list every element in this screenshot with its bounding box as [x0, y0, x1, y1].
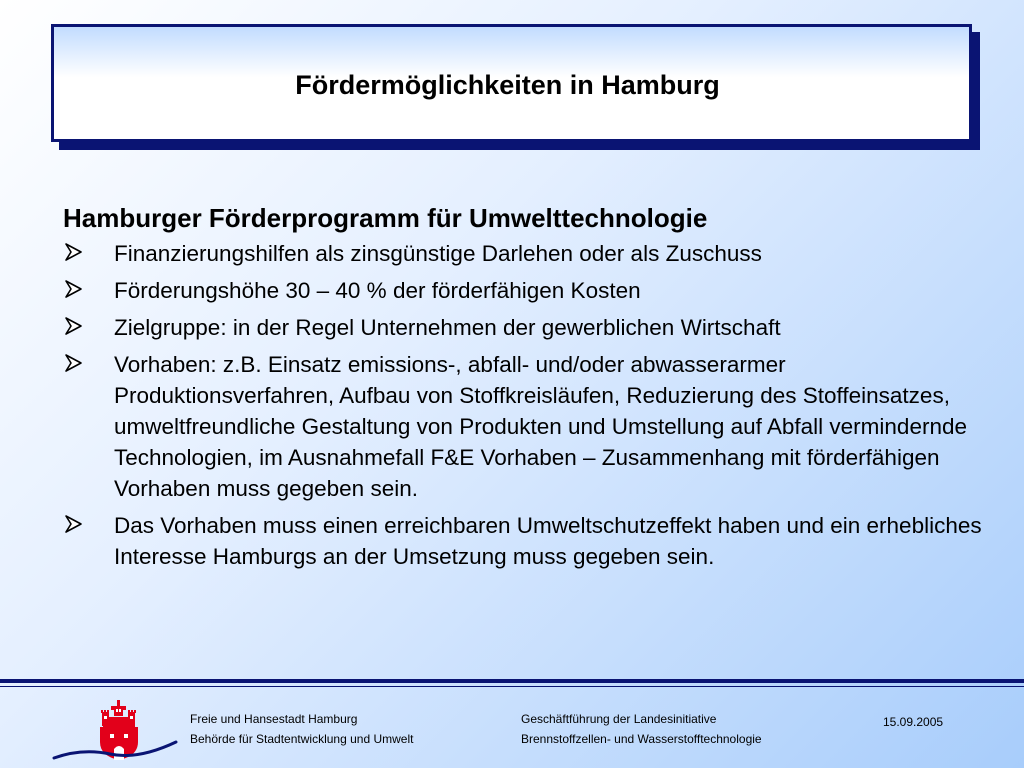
- title-box: [51, 24, 972, 142]
- slide-title: Fördermöglichkeiten in Hamburg: [295, 69, 720, 100]
- section-heading: Hamburger Förderprogramm für Umwelttechnologie: [63, 203, 708, 233]
- bullet-text: Vorhaben: z.B. Einsatz emissions-, abfall- und/oder abwasserarmer Produktionsverfahren, Aufbau von Stoffkreisläufen, Reduzierung des Stoffeinsatzes, umweltfreundliche Gestaltung von Produkten und Umstellung auf Abfall vermindernde Technologien, im Ausnahmefall F&E Vorhaben – Zusammenhang mit förderfähigen Vorhaben muss gegeben sein.: [114, 352, 967, 501]
- footer-initiative: [521, 709, 762, 749]
- footer-date: 15.09.2005: [883, 715, 944, 729]
- bullet-text: Zielgruppe: in der Regel Unternehmen der gewerblichen Wirtschaft: [114, 315, 781, 340]
- bullet-text: Förderungshöhe 30 – 40 % der förderfähigen Kosten: [114, 278, 641, 303]
- bullet-item: [63, 275, 983, 306]
- footer-initiative-line2: Brennstoffzellen- und Wasserstofftechnologie: [521, 732, 762, 746]
- arrowhead-bullet-icon: [63, 514, 83, 534]
- arrowhead-bullet-icon: [63, 279, 83, 299]
- footer-organization: [190, 709, 413, 749]
- hamburg-castle-logo-icon: [52, 694, 180, 766]
- footer-initiative-line1: Geschäftführung der Landesinitiative: [521, 712, 717, 726]
- bullet-item: [63, 349, 983, 504]
- footer-divider: [0, 679, 1024, 683]
- bullet-text: Finanzierungshilfen als zinsgünstige Darlehen oder als Zuschuss: [114, 241, 762, 266]
- arrowhead-bullet-icon: [63, 316, 83, 336]
- bullet-item: [63, 238, 983, 269]
- bullet-text: Das Vorhaben muss einen erreichbaren Umweltschutzeffekt haben und ein erhebliches Interesse Hamburgs an der Umsetzung muss gegeben sein.: [114, 513, 982, 569]
- footer: [0, 688, 1024, 768]
- footer-org-line1: Freie und Hansestadt Hamburg: [190, 712, 358, 726]
- footer-divider-thin: [0, 686, 1024, 687]
- bullet-item: [63, 510, 983, 572]
- arrowhead-bullet-icon: [63, 353, 83, 373]
- bullet-list: [63, 238, 983, 572]
- footer-org-line2: Behörde für Stadtentwicklung und Umwelt: [190, 732, 414, 746]
- arrowhead-bullet-icon: [63, 242, 83, 262]
- bullet-item: [63, 312, 983, 343]
- slide-content: [63, 200, 983, 578]
